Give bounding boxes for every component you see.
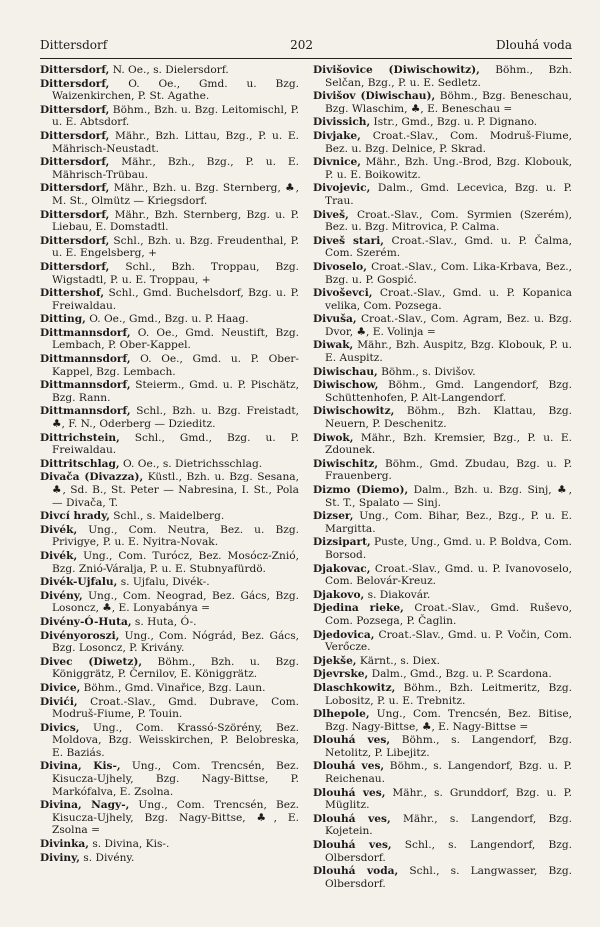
entry-text: s. Divény. [79,851,135,864]
entry-headword: Dlouhá ves, [313,786,386,799]
entry-text: Böhm., Bzh. Klattau, Bzg. Neuern, P. Deschenitz. [325,405,572,431]
entry-text: Ung., Com. Neutra, Bez. u. Bzg. Privigye, P. u. E. Nyitra-Novak. [52,523,299,549]
entry-headword: Divača (Divazza), [40,471,144,484]
entry-headword: Dlhepole, [313,708,370,721]
gazetteer-entry [313,261,572,286]
gazetteer-entry [40,471,299,509]
entry-text: Mähr., Bzh. Sternberg, Bzg. u. P. Liebau, E. Domstadtl. [52,208,299,234]
entry-text: O. Oe., Gmd., Bzg. u. P. Haag. [85,313,249,326]
gazetteer-entry [313,839,572,864]
gazetteer-entry [313,787,572,812]
gazetteer-entry [313,235,572,260]
entry-headword: Divényoroszi, [40,629,120,642]
entry-text: Böhm., Gmd. Langendorf, Bzg. Schüttenhofen, P. Alt-Langendorf. [325,379,572,404]
entry-text: O. Oe., Gmd. u. P. Ober-Kappel, Bzg. Lembach. [52,353,299,378]
entry-text: Kärnt., s. Diex. [356,654,441,667]
entry-headword: Dittersdorf, [40,234,110,247]
entry-text: Croat.-Slav., Gmd. u. P. Čalma, Com. Szerém. [325,234,572,260]
gazetteer-entry [313,116,572,129]
gazetteer-entry [40,524,299,549]
entry-text: Croat.-Slav., Com. Lika-Krbava, Bez., Bzg. u. P. Gospić. [325,260,572,286]
gazetteer-entry [313,458,572,483]
entry-headword: Divék, [40,523,78,536]
gazetteer-entry [40,313,299,326]
gazetteer-entry [313,655,572,668]
entry-headword: Djekše, [313,654,357,667]
entry-text: Ung., Com. Trencsén, Bez. Kisucza-Ujhely, Bzg. Nagy-Bittse, ♣, E. Zsolna = [52,799,299,837]
page-header [40,36,572,54]
entry-headword: Dittmannsdorf, [40,379,131,392]
gazetteer-entry [313,865,572,890]
gazetteer-entry [313,734,572,759]
entry-text: Istr., Gmd., Bzg. u. P. Dignano. [370,116,538,129]
entry-headword: Dlouhá ves, [313,760,385,773]
entry-headword: Divics, [40,721,80,734]
gazetteer-entry [313,130,572,155]
entry-text: Dalm., Gmd., Bzg. u. P. Scardona. [368,668,552,681]
entry-headword: Divcí hrady, [40,510,110,523]
entry-text: Schl., s. Maidelberg. [109,510,225,523]
gazetteer-entry [313,90,572,115]
entry-text: O. Oe., Gmd. u. Bzg. Waizenkirchen, P. St. Agathe. [52,77,299,103]
entry-headword: Divišov (Diwischau), [313,90,436,103]
gazetteer-entry [40,799,299,837]
entry-text: Mähr., s. Langendorf, Bzg. Kojetein. [325,812,572,838]
entry-text: s. Diakovár. [364,588,431,601]
entry-text: Croat.-Slav., Com. Agram, Bez. u. Bzg. Dvor, ♣, E. Volinja = [325,313,572,338]
entry-text: Dalm., Gmd. Lecevica, Bzg. u. P. Trau. [325,182,572,207]
gazetteer-entry [313,379,572,404]
gazetteer-entry [313,64,572,89]
gazetteer-entry [40,760,299,798]
entry-headword: Dlaschkowitz, [313,681,396,694]
entry-headword: Dittershof, [40,287,105,300]
entry-headword: Dittrichstein, [40,431,120,444]
entry-text: Croat.-Slav., Com. Syrmien (Szerém), Bez. u. Bzg. Mitrovica, P. Calma. [325,208,572,234]
gazetteer-entry [313,760,572,785]
entry-text: N. Oe., s. Dielersdorf. [109,64,229,76]
entry-headword: Divuša, [313,313,357,326]
entry-text: Küstl., Bzh. u. Bzg. Sesana, ♣, Sd. B., St. Peter — Nabresina, I. St., Pola — Divača, T. [52,471,299,509]
entry-text: Böhm., s. Langendorf, Bzg. u. P. Reichenau. [325,760,572,786]
entry-headword: Divény-Ó-Huta, [40,615,132,628]
entry-headword: Diveš, [313,208,349,221]
entry-text: Ung., Com. Trencsén, Bez. Bitise, Bzg. Nagy-Bittse, ♣, E. Nagy-Bittse = [325,708,572,733]
gazetteer-entry [40,682,299,695]
entry-headword: Dittersdorf, [40,77,110,90]
gazetteer-entry [40,261,299,286]
gazetteer-entry [313,182,572,207]
gazetteer-entry [40,209,299,234]
entry-headword: Diwischowitz, [313,405,395,418]
gazetteer-entry [40,130,299,155]
gazetteer-entry [40,379,299,404]
entry-headword: Dittersdorf, [40,103,110,116]
gazetteer-entry [313,813,572,838]
gazetteer-entry [313,209,572,234]
page-number: 202 [290,38,314,52]
entry-text: Mähr., Bzh. Littau, Bzg., P. u. E. Mährisch-Neustadt. [52,129,299,155]
gazetteer-entry [40,722,299,760]
entry-headword: Djedina rieke, [313,602,404,615]
entry-text: s. Huta, Ó-. [131,615,197,628]
entry-headword: Diwak, [313,339,354,352]
entry-headword: Dittersdorf, [40,129,110,142]
entry-text: Ung., Com. Turócz, Bez. Mosócz-Znió, Bzg. Znió-Váralja, P. u. E. Stubnyafürdö. [52,549,299,575]
entry-text: Schl., Gmd., Bzg. u. P. Freiwaldau. [52,431,299,457]
entry-headword: Divišovice (Diwischowitz), [313,64,480,76]
gazetteer-entry [313,287,572,312]
gazetteer-entry [40,182,299,207]
entry-text: s. Ujfalu, Divék-. [117,576,210,589]
gazetteer-entry [313,536,572,561]
entry-headword: Diwischow, [313,379,379,392]
columns [40,64,572,891]
entry-text: Ung., Com. Nógrád, Bez. Gács, Bzg. Losoncz, P. Krivány. [52,629,299,655]
entry-text: Ung., Com. Bihar, Bez., Bzg., P. u. E. Margitta. [325,510,572,535]
entry-headword: Divice, [40,681,81,694]
gazetteer-entry [40,656,299,681]
entry-headword: Diwok, [313,431,354,444]
entry-headword: Dlouhá voda, [313,865,399,878]
gazetteer-entry [313,682,572,707]
entry-text: O. Oe., s. Dietrichsschlag. [119,457,263,470]
gazetteer-entry [40,510,299,523]
entry-headword: Divići, [40,695,78,708]
entry-text: Ung., Com. Krassó-Szörény, Bez. Moldova, Bzg. Weisskirchen, P. Belobreska, E. Baziás. [52,721,299,759]
gazetteer-entry [40,838,299,851]
entry-headword: Divék-Ujfalu, [40,576,118,589]
gazetteer-entry [313,339,572,364]
gazetteer-entry [313,313,572,338]
entry-headword: Divinka, [40,838,89,851]
entry-headword: Djedovica, [313,628,375,641]
entry-headword: Divény, [40,589,83,602]
entry-text: Böhm., Bzh. Leitmeritz, Bzg. Lobositz, P. u. E. Trebnitz. [325,681,572,707]
entry-text: Böhm., Bzh. u. Bzg. Königgrätz, P. Černilov, E. Königgrätz. [52,655,299,681]
entry-text: Böhm., Bzh. Selčan, Bzg., P. u. E. Sedletz. [325,64,572,89]
entry-headword: Dittmannsdorf, [40,405,131,418]
entry-text: Mähr., Bzh. u. Bzg. Sternberg, ♣, M. St., Olmütz — Kriegsdorf. [52,182,299,207]
header-left-keyword: Dittersdorf [40,38,108,52]
entry-text: Böhm., s. Divišov. [377,365,476,378]
entry-headword: Dizsipart, [313,536,371,549]
gazetteer-entry [40,104,299,129]
left-column [40,64,299,891]
gazetteer-entry [313,563,572,588]
entry-headword: Divék, [40,549,78,562]
entry-text: Croat.-Slav., Gmd. u. P. Vočin, Com. Verőcze. [325,628,572,654]
right-column [313,64,572,891]
entry-headword: Diwischau, [313,365,378,378]
entry-headword: Djevrske, [313,668,369,681]
entry-text: s. Divina, Kis-. [89,838,170,851]
gazetteer-entry [40,458,299,471]
entry-text: Dalm., Bzh. u. Bzg. Sinj, ♣, St. T., Spalato — Sinj. [325,484,572,509]
header-right-keyword: Dlouhá voda [496,38,572,52]
entry-headword: Divissich, [313,116,371,129]
entry-headword: Divina, Kis-, [40,760,121,773]
entry-headword: Divina, Nagy-, [40,799,130,812]
gazetteer-entry [40,353,299,378]
entry-headword: Dlouhá ves, [313,812,391,825]
entry-text: Puste, Ung., Gmd. u. P. Boldva, Com. Borsod. [325,536,572,561]
gazetteer-entry [313,668,572,681]
entry-text: Böhm., Gmd. Zbudau, Bzg. u. P. Frauenberg. [325,457,572,483]
gazetteer-entry [313,405,572,430]
entry-text: Mähr., Bzh., Bzg., P. u. E. Mährisch-Trübau. [52,156,299,181]
entry-text: Mähr., Bzh. Auspitz, Bzg. Klobouk, P. u. E. Auspitz. [325,339,572,365]
entry-text: Ung., Com. Neograd, Bez. Gács, Bzg. Losoncz, ♣, E. Lonyabánya = [52,589,299,615]
entry-headword: Dittersdorf, [40,260,110,273]
entry-headword: Divnice, [313,156,361,169]
gazetteer-entry [313,366,572,379]
gazetteer-entry [313,484,572,509]
entry-headword: Dlouhá ves, [313,734,391,747]
entry-headword: Divoselo, [313,260,367,273]
gazetteer-entry [40,590,299,615]
gazetteer-entry [313,432,572,457]
entry-text: Böhm., Gmd. Vinařice, Bzg. Laun. [80,681,266,694]
entry-text: Schl., Gmd. Buchelsdorf, Bzg. u. P. Freiwaldau. [52,287,299,312]
entry-headword: Djakovac, [313,562,371,575]
entry-text: Schl., Bzh. u. Bzg. Freudenthal, P. u. E. Engelsberg, + [52,234,299,260]
gazetteer-entry [40,156,299,181]
gazetteer-entry [40,405,299,430]
gazetteer-entry [40,235,299,260]
entry-headword: Divoševci, [313,287,373,300]
entry-headword: Dittersdorf, [40,208,110,221]
gazetteer-entry [40,432,299,457]
gazetteer-entry [40,630,299,655]
entry-headword: Djakovo, [313,588,365,601]
entry-headword: Dittersdorf, [40,156,110,169]
gazetteer-entry [40,616,299,629]
entry-headword: Dittritschlag, [40,457,120,470]
gazetteer-entry [40,327,299,352]
entry-text: O. Oe., Gmd. Neustift, Bzg. Lembach, P. Ober-Kappel. [52,326,299,352]
gazetteer-entry [313,510,572,535]
gazetteer-entry [40,64,299,77]
entry-text: Schl., s. Langwasser, Bzg. Olbersdorf. [325,865,572,890]
gazetteer-entry [40,287,299,312]
entry-text: Croat.-Slav., Gmd. u. P. Ivanovoselo, Com. Belovár-Kreuz. [325,562,572,588]
entry-text: Schl., Bzh. Troppau, Bzg. Wigstadtl, P. u. E. Troppau, + [52,260,299,286]
gazetteer-entry [40,696,299,721]
entry-text: Mähr., Bzh. Ung.-Brod, Bzg. Klobouk, P. u. E. Boikowitz. [325,156,572,181]
entry-headword: Dizmo (Diemo), [313,484,409,496]
entry-text: Mähr., s. Grunddorf, Bzg. u. P. Müglitz. [325,786,572,812]
entry-text: Böhm., Bzg. Beneschau, Bzg. Wlaschim, ♣, E. Beneschau = [325,90,572,115]
entry-text: Mähr., Bzh. Kremsier, Bzg., P. u. E. Zdounek. [325,431,572,457]
entry-text: Croat.-Slav., Gmd. Dubrave, Com. Modruš-Fiume, P. Touin. [52,695,299,721]
gazetteer-entry [313,589,572,602]
entry-headword: Dittersdorf, [40,64,110,76]
entry-headword: Dizser, [313,510,354,523]
gazetteer-entry [40,576,299,589]
entry-text: Croat.-Slav., Gmd. Ruševo, Com. Pozsega, P. Čaglin. [325,602,572,627]
gazetteer-entry [313,629,572,654]
entry-headword: Dittmannsdorf, [40,353,131,366]
entry-text: Böhm., Bzh. u. Bzg. Leitomischl, P. u. E. Abtsdorf. [52,103,299,129]
entry-text: Ung., Com. Trencsén, Bez. Kisucza-Ujhely, Bzg. Nagy-Bittse, P. Markófalva, E. Zsolna. [52,760,299,798]
entry-text: Böhm., s. Langendorf, Bzg. Netolitz, P. Libejitz. [325,734,572,759]
entry-text: Croat.-Slav., Gmd. u. P. Kopanica velika, Com. Pozsega. [325,287,572,312]
gazetteer-entry [313,708,572,733]
gazetteer-entry [40,78,299,103]
entry-headword: Dittersdorf, [40,182,110,195]
entry-headword: Diwischitz, [313,457,379,470]
gazetteer-entry [313,602,572,627]
entry-headword: Dittmannsdorf, [40,326,131,339]
entry-headword: Divjake, [313,129,361,142]
gazetteer-entry [313,156,572,181]
entry-headword: Ditting, [40,313,86,326]
gazetteer-entry [40,852,299,865]
entry-headword: Divojevic, [313,182,371,195]
entry-headword: Divec (Diwetz), [40,655,143,668]
entry-headword: Dlouhá ves, [313,839,392,852]
entry-text: Schl., Bzh. u. Bzg. Freistadt, ♣, F. N., Oderberg — Dzieditz. [52,405,299,431]
entry-text: Steierm., Gmd. u. P. Pischätz, Bzg. Rann. [52,379,299,404]
entry-headword: Diveš stari, [313,234,384,247]
entry-headword: Diviny, [40,851,80,864]
entry-text: Schl., s. Langendorf, Bzg. Olbersdorf. [325,839,572,864]
entry-text: Croat.-Slav., Com. Modruš-Fiume, Bez. u. Bzg. Delnice, P. Skrad. [325,129,572,155]
gazetteer-entry [40,550,299,575]
header-rule [40,58,572,59]
